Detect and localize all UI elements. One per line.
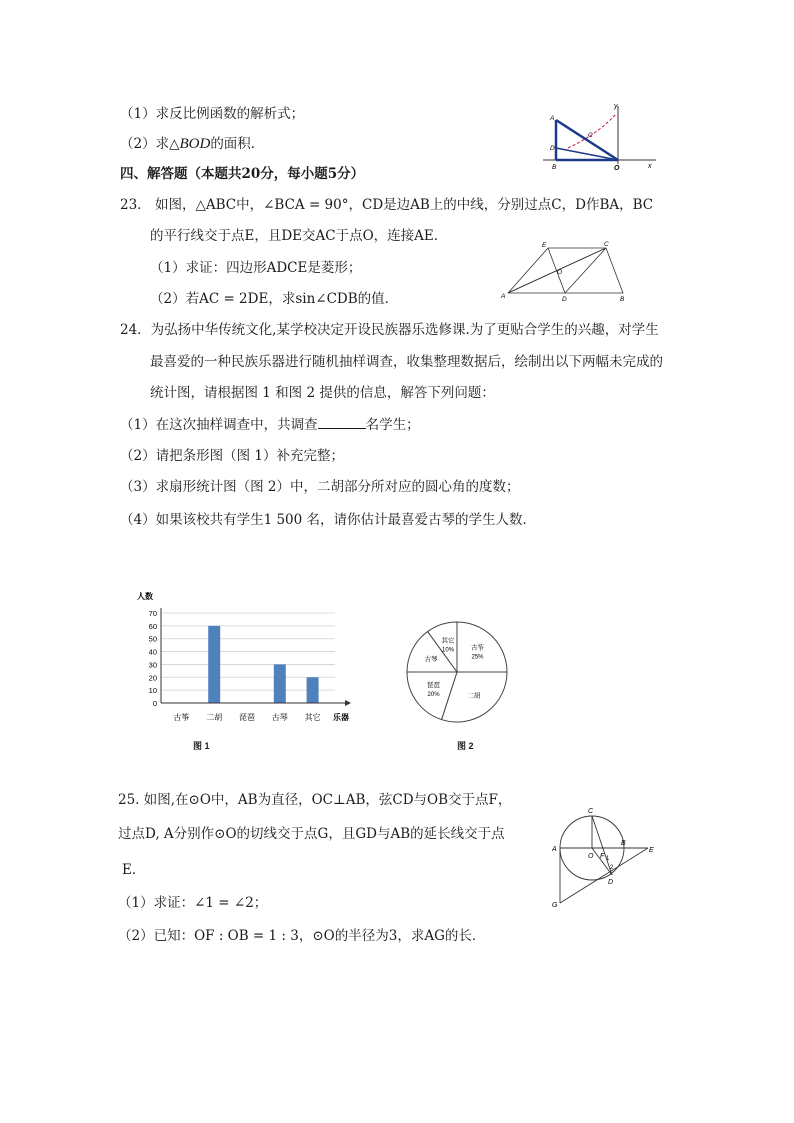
q23-figure [498, 238, 633, 304]
bar-chart [125, 588, 365, 738]
label-a: A [552, 846, 557, 853]
y-tick-label: 60 [148, 621, 157, 631]
triangle-abc [508, 248, 623, 293]
label-angle-1: 1 [606, 856, 610, 862]
label-o: O [588, 853, 594, 860]
pie-slice-label: 其它 [441, 637, 455, 645]
label-a: A [501, 293, 506, 300]
q24-line2: 最喜爱的一种民族乐器进行随机抽样调查，收集整理数据后，绘制出以下两幅未完成的 [150, 354, 663, 370]
label-d: D [550, 145, 555, 152]
label-b: B [552, 164, 557, 171]
label-d: D [608, 879, 614, 886]
q24-part2: （2）请把条形图（图 1）补充完整； [120, 448, 344, 464]
label-c: C [588, 808, 594, 815]
q24-part1-suffix: 名学生； [365, 417, 420, 433]
q25-part1: （1）求证：∠1 = ∠2； [118, 895, 268, 911]
fig1-caption: 图 1 [193, 741, 210, 751]
label-f: F [600, 853, 605, 860]
bar [307, 677, 319, 703]
bar-chart-ylabel: 人数 [137, 592, 153, 601]
q23-line2: 的平行线交于点E，且DE交AC于点O，连接AE． [150, 228, 448, 244]
x-tick-label: 其它 [304, 713, 321, 722]
label-x: x [648, 163, 652, 170]
pie-chart [400, 617, 515, 727]
q22-part2-math: BOD [179, 136, 211, 152]
q24-part3: （3）求扇形统计图（图 2）中，二胡部分所对应的圆心角的度数； [120, 479, 520, 495]
section-heading: 四、解答题（本题共20分，每小题5分） [120, 166, 365, 182]
pie-slice-label: 古筝 [471, 644, 485, 652]
label-b: B [621, 840, 626, 847]
q23-part1: （1）求证：四边形ADCE是菱形； [150, 260, 362, 276]
q24-part4: （4）如果该校共有学生1 500 名，请你估计最喜爱古琴的学生人数． [120, 512, 537, 528]
y-tick-label: 30 [148, 660, 157, 670]
label-b: B [620, 296, 625, 303]
chord-cd [592, 816, 612, 875]
q23-part2: （2）若AC = 2DE，求sin∠CDB的值． [150, 291, 399, 307]
q22-part1: （1）求反比例函数的解析式； [120, 106, 305, 122]
q23-line1: 23． 如图，△ABC中，∠BCA = 90°，CD是边AB上的中线，分别过点C，D作BA，BC [120, 197, 654, 213]
label-d: D [562, 296, 567, 303]
answer-blank[interactable] [318, 414, 366, 429]
pie-slice-label: 二胡 [467, 692, 481, 700]
q22-figure [538, 100, 663, 172]
fig2-caption: 图 2 [457, 741, 474, 751]
q24-line1: 24．为弘扬中华传统文化,某学校决定开设民族器乐选修课.为了更贴合学生的兴趣，对学生 [120, 322, 659, 338]
x-axis-arrow [345, 700, 351, 706]
q24-line3: 统计图，请根据图 1 和图 2 提供的信息，解答下列问题： [150, 385, 495, 401]
y-tick-label: 70 [148, 609, 157, 618]
segment-ea [508, 248, 548, 293]
x-tick-label: 古筝 [173, 713, 190, 722]
label-y: y [614, 103, 618, 110]
x-tick-label: 二胡 [206, 713, 223, 722]
bar-chart-xlabel: 乐器 [333, 713, 349, 722]
label-angle-2: 2 [610, 865, 614, 871]
label-o: O [557, 269, 563, 276]
label-a: A [550, 115, 555, 122]
label-c: C [588, 132, 593, 139]
q25-line1: 25. 如图,在⊙O中，AB为直径，OC⊥AB，弦CD与OB交于点F， [118, 792, 512, 808]
q24-part1-prefix: （1）在这次抽样调查中，共调查 [120, 417, 318, 433]
q25-figure [548, 803, 658, 909]
label-e: E [542, 242, 547, 249]
label-e: E [649, 847, 654, 854]
q25-line3: E． [122, 862, 146, 878]
bar [208, 626, 220, 703]
q25-part2: （2）已知：OF : OB = 1 : 3，⊙O的半径为3，求AG的长． [118, 928, 486, 944]
q24-part1 [120, 414, 420, 435]
pie-slice-percent: 25% [471, 654, 484, 661]
label-c: C [604, 241, 609, 248]
q25-line2: 过点D, A分别作⊙O的切线交于点G，且GD与AB的延长线交于点 [118, 826, 505, 842]
q22-part2 [120, 134, 264, 154]
x-tick-label: 琵琶 [239, 713, 255, 722]
q22-part2-suffix: 的面积． [210, 136, 265, 152]
y-tick-label: 40 [148, 647, 157, 657]
q22-part2-prefix: （2）求△ [120, 136, 180, 152]
pie-slice-label: 琵琶 [427, 682, 441, 690]
y-tick-label: 10 [148, 686, 157, 696]
pie-slice-label: 古琴 [424, 655, 438, 663]
y-tick-label: 20 [148, 673, 157, 683]
bar [274, 664, 286, 703]
label-o: O [614, 165, 620, 172]
segment-cd [565, 248, 606, 293]
x-tick-label: 古琴 [271, 713, 288, 722]
label-g: G [552, 902, 558, 909]
y-tick-label: 0 [152, 699, 157, 708]
y-tick-label: 50 [148, 634, 157, 644]
pie-slice-percent: 20% [427, 692, 440, 699]
pie-slice-percent: 10% [442, 647, 455, 654]
